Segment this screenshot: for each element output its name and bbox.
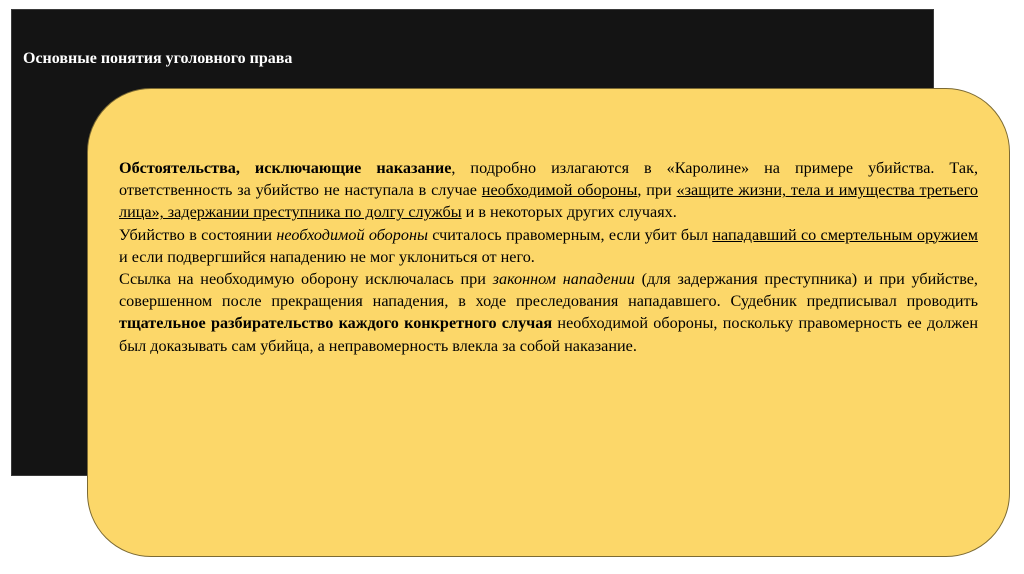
underlined-term: «защите жизни, тела и имущества третьего лица», задержании преступника по долгу службы <box>119 181 979 222</box>
paragraph-self-defense <box>119 224 978 268</box>
text-span: , подробно излагаются в «Каролине» на примере убийства. Так, ответственность за убийство не наступала в случае <box>119 159 978 200</box>
paragraph-exclusions <box>119 268 978 357</box>
content-text <box>119 157 978 357</box>
italic-term: необходимой обороны <box>276 225 428 244</box>
text-span: Убийство в состоянии <box>119 225 277 244</box>
text-span: (для задержания преступника) и при убийстве, совершенном после прекращения нападения, в ходе преследования нападавшего. Судебник предписывал проводить <box>119 270 978 311</box>
italic-term: законном нападении <box>492 270 635 289</box>
paragraph-heading: Обстоятельства, исключающие наказание <box>119 159 452 177</box>
slide-title: Основные понятия уголовного права <box>23 50 293 67</box>
text-span: и в некоторых других случаях. <box>461 203 677 222</box>
bold-term: тщательное разбирательство каждого конкретного случая <box>119 314 553 333</box>
paragraph-exemptions <box>119 157 978 224</box>
text-span: необходимой обороны, поскольку правомерность ее должен был доказывать сам убийца, а неправомерность влекла за собой наказание. <box>119 314 978 355</box>
text-span: Ссылка на необходимую оборону исключалась при <box>119 270 493 289</box>
underlined-term: необходимой обороны <box>481 181 638 200</box>
text-span: и если подвергшийся нападению не мог уклониться от него. <box>119 247 535 266</box>
text-span: , при <box>637 181 677 200</box>
text-span: считалось правомерным, если убит был <box>427 225 713 244</box>
underlined-term: нападавший со смертельным оружием <box>712 225 978 244</box>
